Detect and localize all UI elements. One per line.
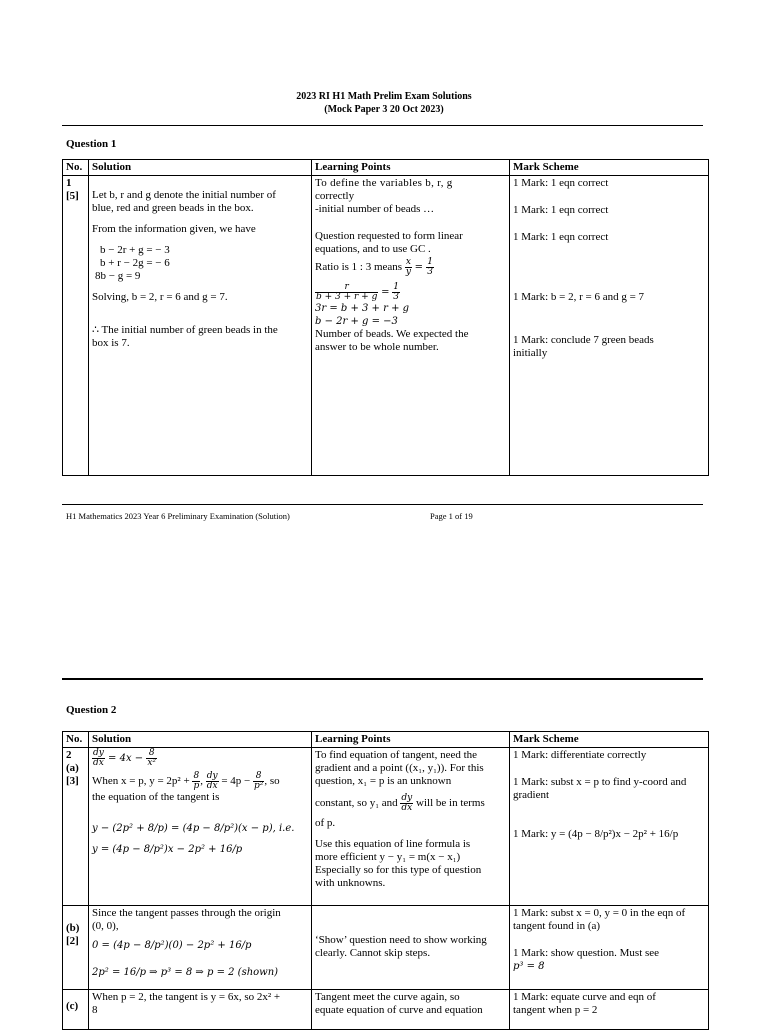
q2a-number: 2 (a) [3] xyxy=(63,748,89,906)
q2c-mark-scheme: 1 Mark: equate curve and eqn of tangent when p = 2 xyxy=(510,990,709,1030)
q2c-number: (c) xyxy=(63,990,89,1030)
col-no: No. xyxy=(63,732,89,748)
page2-top-rule xyxy=(62,678,703,680)
col-solution: Solution xyxy=(89,732,312,748)
q1-learning-points: To define the variables b, r, g correctly -initial number of beads … Question requested to form linear equations, and to use GC . Ratio is 1 : 3 means $\frac{x}{y}$ = $\frac{1}{3}$ $\frac{r}{b + 3 + r + g}$ = $\frac{1}{3}$ 3r = b + 3 + r + g b − 2r + g = −3 Number of beads. We expected the answer to be whole number. xyxy=(312,176,510,476)
q2b-number: (b) [2] xyxy=(63,906,89,990)
q2-header-row xyxy=(63,732,709,748)
fraction-x-over-y: $\frac{x}{y}$ xyxy=(405,257,411,277)
footer-left: H1 Mathematics 2023 Year 6 Preliminary Examination (Solution) xyxy=(66,511,290,521)
q2b-solution: Since the tangent passes through the origin (0, 0), 0 = (4p − 8/p²)(0) − 2p² + 16/p 2p² = 16/p ⇒ p³ = 8 ⇒ p = 2 (shown) xyxy=(89,906,312,990)
q1-solution: Let b, r and g denote the initial number of blue, red and green beads in the box. From the information given, we have b − 2r + g = − 3 b + r − 2g = − 6 8b − g = 9 Solving, b = 2, r = 6 and g = 7. ∴ The initial number of green beads in the box is 7. xyxy=(89,176,312,476)
q2a-learning-points: To find equation of tangent, need the gradient and a point ((x₁, y₁)). For this question, x₁ = p is an unknown constant, so y₁ and $\frac{dy}{dx}$ will be in terms of p. Use this equation of line formula is more efficient y − y₁ = m(x − x₁) Especially so for this type of question with unknowns. xyxy=(312,748,510,906)
derivative-line: $\frac{dy}{dx}$ = 4x − $\frac{8}{\text{x²}}$ xyxy=(93,748,157,768)
question-2-heading: Question 2 xyxy=(66,704,117,716)
col-no: No. xyxy=(63,160,89,176)
col-mark-scheme: Mark Scheme xyxy=(510,160,709,176)
terms-line: constant, so y₁ and $\frac{dy}{dx}$ will be in terms xyxy=(315,793,485,813)
when-line: When x = p, y = 2p² + $\frac{8}{p}$ , $\frac{dy}{dx}$ = 4p − $\frac{8}{\text{p²}}$ , so xyxy=(92,771,280,791)
ratio-line: Ratio is 1 : 3 means $\frac{x}{y}$ = $\frac{1}{3}$ xyxy=(315,257,433,277)
q2b-learning-points: ‘Show’ question need to show working clearly. Cannot skip steps. xyxy=(312,906,510,990)
doc-title-line2: (Mock Paper 3 20 Oct 2023) xyxy=(324,104,444,115)
q2c-solution: When p = 2, the tangent is y = 6x, so 2x² + 8 xyxy=(89,990,312,1030)
q1-mark-scheme: 1 Mark: 1 eqn correct 1 Mark: 1 eqn correct 1 Mark: 1 eqn correct 1 Mark: b = 2, r = 6 and g = 7 1 Mark: conclude 7 green beads initially xyxy=(510,176,709,476)
question-2-table xyxy=(62,731,709,1030)
col-learning-points: Learning Points xyxy=(312,732,510,748)
question-1-table xyxy=(62,159,709,476)
footer-page-number: Page 1 of 19 xyxy=(430,511,473,521)
q2b-mark-scheme: 1 Mark: subst x = 0, y = 0 in the eqn of tangent found in (a) 1 Mark: show question. Must see p³ = 8 xyxy=(510,906,709,990)
col-solution: Solution xyxy=(89,160,312,176)
q2a-mark-scheme: 1 Mark: differentiate correctly 1 Mark: subst x = p to find y-coord and gradient 1 Mark: y = (4p − 8/p²)x − 2p² + 16/p xyxy=(510,748,709,906)
footer-rule xyxy=(62,504,703,505)
question-1-heading: Question 1 xyxy=(66,138,117,150)
q2c-learning-points: Tangent meet the curve again, so equate equation of curve and equation xyxy=(312,990,510,1030)
q1-number: 1 [5] xyxy=(63,176,89,476)
q2b-row xyxy=(63,906,709,990)
header-rule xyxy=(62,125,703,126)
fraction-one-third: $\frac{1}{3}$ xyxy=(427,257,433,277)
col-learning-points: Learning Points xyxy=(312,160,510,176)
q2a-solution: $\frac{dy}{dx}$ = 4x − $\frac{8}{\text{x²}}$ When x = p, y = 2p² + $\frac{8}{p}$ , $\frac{dy}{dx}$ = 4p − $\frac{8}{\text{p²}}$ , so the equation of the tangent is y − (2p² + 8/p) = (4p − 8/p²)(x − p), i.e. y = (4p − 8/p²)x − 2p² + 16/p xyxy=(89,748,312,906)
q1-header-row xyxy=(63,160,709,176)
doc-title-line1: 2023 RI H1 Math Prelim Exam Solutions xyxy=(296,91,472,102)
q1-body-row xyxy=(63,176,709,476)
col-mark-scheme: Mark Scheme xyxy=(510,732,709,748)
q2a-row xyxy=(63,748,709,906)
ratio-equation: $\frac{r}{b + 3 + r + g}$ = $\frac{1}{3}$ xyxy=(316,282,399,302)
